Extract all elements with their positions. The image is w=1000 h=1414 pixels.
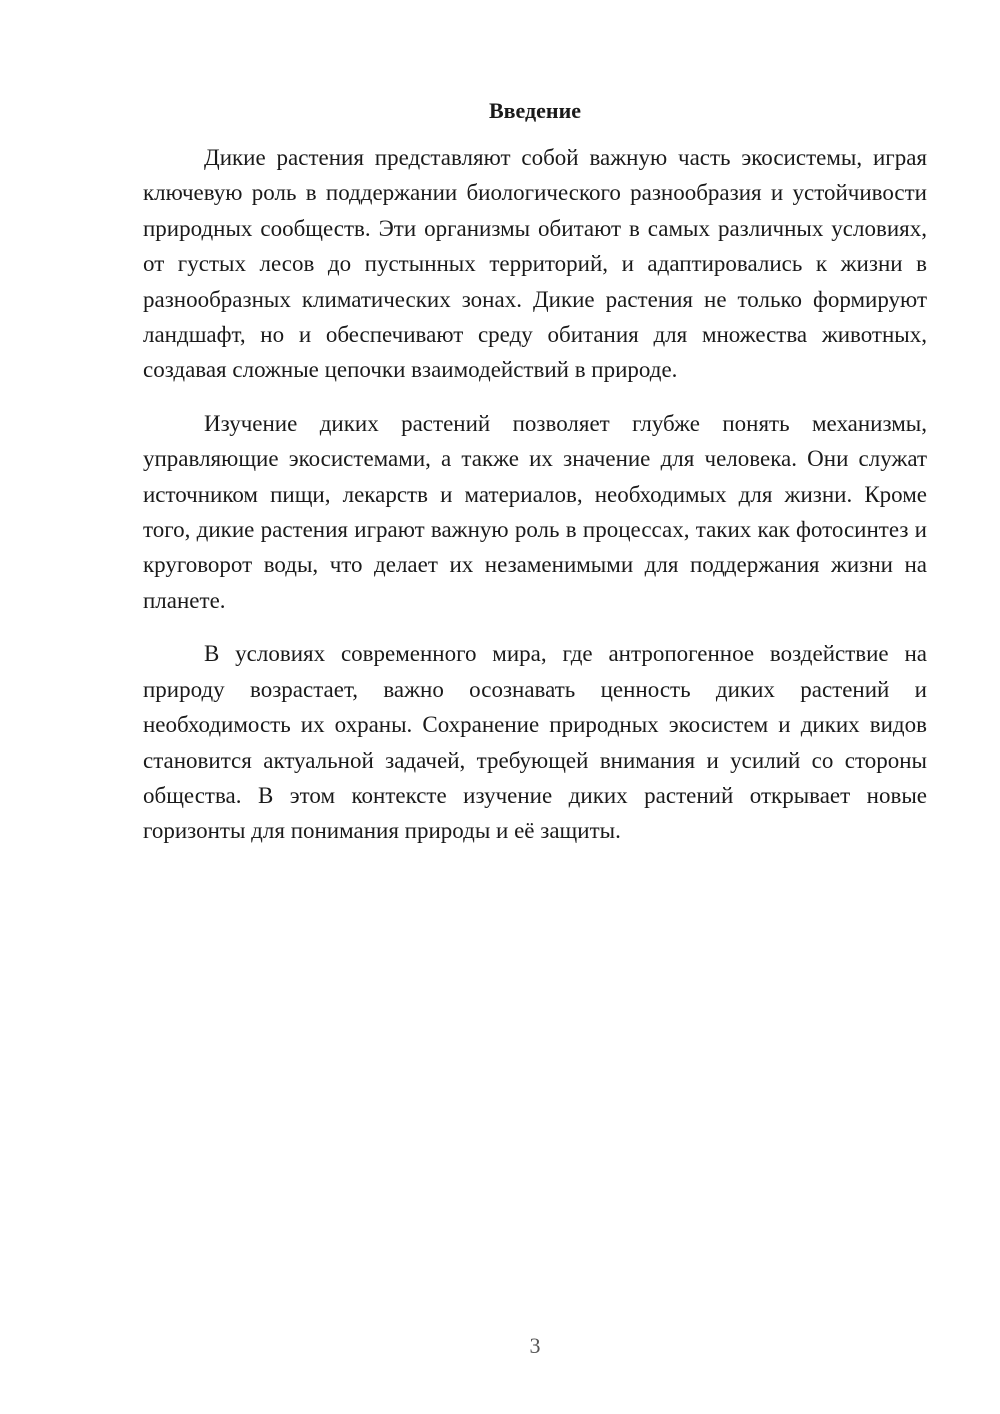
paragraph-2: Изучение диких растений позволяет глубже понять механизмы, управляющие экосистемами, а также их значение для человека. Они служат источником пищи, лекарств и материалов, необходимых для жизни. Кроме того, дикие растения играют важную роль в процессах, таких как фотосинтез и круговорот воды, что делает их незаменимыми для поддержания жизни на планете. [143, 410, 927, 613]
section-heading: Введение [488, 98, 582, 123]
page-number: 3 [529, 1333, 541, 1358]
paragraph-1: Дикие растения представляют собой важную часть экосистемы, играя ключевую роль в поддержании биологического разнообразия и устойчивости природных сообществ. Эти организмы обитают в самых различных условиях, от густых лесов до пустынных территорий, и адаптировались к жизни в разнообразных климатических зонах. Дикие растения не только формируют ландшафт, но и обеспечивают среду обитания для множества животных, создавая сложные цепочки взаимодействий в природе. [143, 145, 927, 383]
paragraph-3: В условиях современного мира, где антропогенное воздействие на природу возрастает, важно осознавать ценность диких растений и необходимость их охраны. Сохранение природных экосистем и диких видов становится актуальной задачей, требующей внимания и усилий со стороны общества. В этом контексте изучение диких растений открывает новые горизонты для понимания природы и её защиты. [143, 641, 927, 844]
body-text [143, 140, 927, 867]
